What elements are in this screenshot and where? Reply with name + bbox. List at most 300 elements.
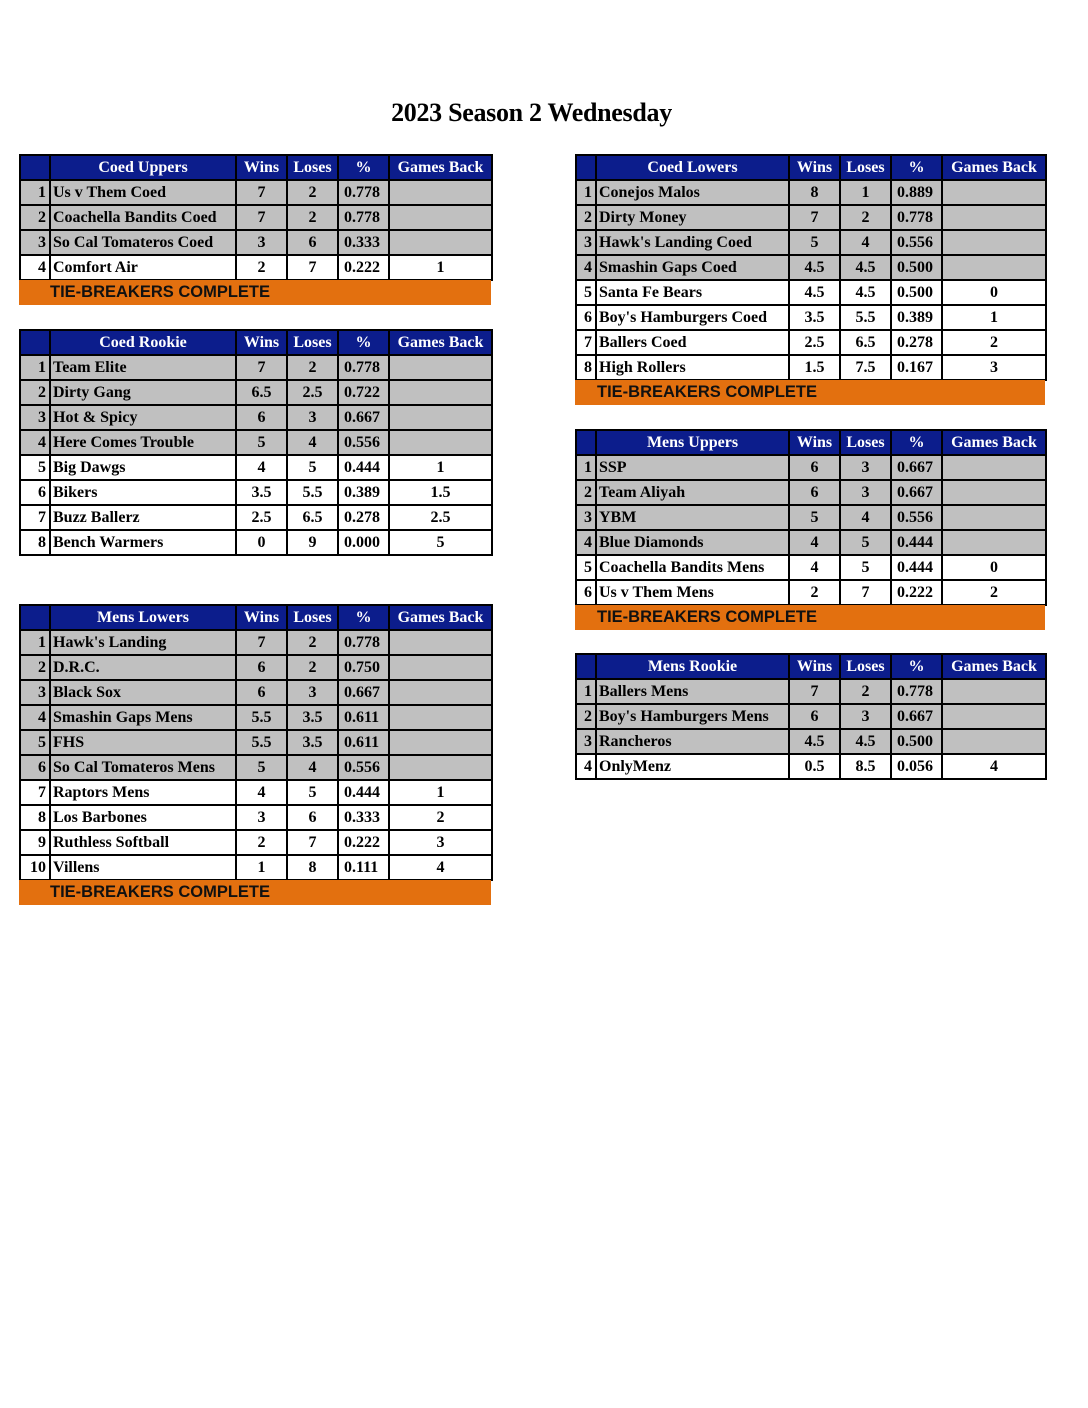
table-row [20,255,492,280]
loses-cell: 2.5 [287,380,338,405]
pct-cell: 0.389 [338,480,389,505]
games-back-header: Games Back [389,155,492,180]
table-row [20,655,492,680]
wins-cell: 3.5 [236,480,287,505]
team-name-cell: FHS [50,730,236,755]
wins-cell: 2 [236,830,287,855]
loses-cell: 9 [287,530,338,555]
loses-cell: 4 [840,230,891,255]
rank-header [20,605,50,630]
loses-cell: 4.5 [840,280,891,305]
loses-cell: 5 [287,780,338,805]
wins-cell: 4 [789,530,840,555]
team-name-cell: Buzz Ballerz [50,505,236,530]
pct-cell: 0.667 [338,680,389,705]
games-back-cell [389,730,492,755]
rank-cell: 1 [20,630,50,655]
pct-cell: 0.556 [338,430,389,455]
table-row [576,280,1046,305]
games-back-cell [389,655,492,680]
rank-cell: 9 [20,830,50,855]
rank-cell: 1 [20,355,50,380]
tiebreak-banner: TIE-BREAKERS COMPLETE [575,380,1045,405]
pct-header: % [891,155,942,180]
team-name-cell: Comfort Air [50,255,236,280]
pct-cell: 0.667 [891,704,942,729]
team-name-cell: Blue Diamonds [596,530,789,555]
table-row [20,830,492,855]
wins-cell: 6 [236,680,287,705]
wins-cell: 6 [789,455,840,480]
team-name-cell: Ruthless Softball [50,830,236,855]
division-table-coed-uppers [19,154,493,281]
table-row [20,730,492,755]
pct-cell: 0.889 [891,180,942,205]
division-table-coed-lowers [575,154,1047,381]
team-name-cell: Villens [50,855,236,880]
team-name-cell: Boy's Hamburgers Mens [596,704,789,729]
table-row [576,679,1046,704]
loses-cell: 4 [840,505,891,530]
team-name-cell: Conejos Malos [596,180,789,205]
rank-cell: 10 [20,855,50,880]
team-name-cell: YBM [596,505,789,530]
pct-cell: 0.750 [338,655,389,680]
wins-cell: 4.5 [789,255,840,280]
table-row [576,704,1046,729]
wins-cell: 1.5 [789,355,840,380]
table-row [20,205,492,230]
games-back-cell [942,704,1046,729]
rank-cell: 1 [20,180,50,205]
loses-cell: 6 [287,805,338,830]
pct-cell: 0.667 [891,455,942,480]
team-name-cell: Ballers Mens [596,679,789,704]
pct-cell: 0.444 [338,455,389,480]
header-row [576,430,1046,455]
pct-header: % [338,155,389,180]
team-name-cell: Smashin Gaps Coed [596,255,789,280]
pct-cell: 0.222 [338,255,389,280]
rank-cell: 4 [20,255,50,280]
pct-cell: 0.556 [338,755,389,780]
rank-header [576,654,596,679]
loses-header: Loses [287,605,338,630]
pct-cell: 0.444 [891,555,942,580]
rank-cell: 2 [576,205,596,230]
pct-header: % [338,330,389,355]
table-row [576,180,1046,205]
team-name-cell: So Cal Tomateros Mens [50,755,236,780]
games-back-cell: 2 [942,330,1046,355]
rank-cell: 7 [576,330,596,355]
wins-cell: 5 [789,505,840,530]
division-table-mens-rookie [575,653,1047,780]
rank-cell: 2 [576,704,596,729]
division-name: Coed Lowers [596,155,789,180]
games-back-cell: 4 [942,754,1046,779]
pct-cell: 0.667 [338,405,389,430]
rank-cell: 3 [576,729,596,754]
rank-cell: 5 [20,455,50,480]
games-back-header: Games Back [942,155,1046,180]
wins-cell: 7 [789,205,840,230]
rank-cell: 3 [20,230,50,255]
table-row [20,230,492,255]
division-name: Mens Rookie [596,654,789,679]
rank-cell: 4 [576,255,596,280]
loses-cell: 4.5 [840,255,891,280]
header-row [576,155,1046,180]
pct-cell: 0.778 [338,205,389,230]
loses-cell: 3.5 [287,730,338,755]
team-name-cell: OnlyMenz [596,754,789,779]
table-row [576,729,1046,754]
table-row [20,780,492,805]
rank-cell: 6 [20,480,50,505]
team-name-cell: Raptors Mens [50,780,236,805]
table-row [576,455,1046,480]
rank-cell: 1 [576,679,596,704]
team-name-cell: Us v Them Coed [50,180,236,205]
loses-cell: 2 [287,355,338,380]
table-row [20,505,492,530]
table-row [20,455,492,480]
pct-cell: 0.722 [338,380,389,405]
games-back-header: Games Back [389,330,492,355]
loses-header: Loses [840,654,891,679]
games-back-header: Games Back [942,654,1046,679]
loses-cell: 4 [287,430,338,455]
rank-header [576,155,596,180]
team-name-cell: Coachella Bandits Coed [50,205,236,230]
loses-cell: 3.5 [287,705,338,730]
table-row [20,180,492,205]
pct-cell: 0.333 [338,230,389,255]
pct-cell: 0.444 [891,530,942,555]
loses-header: Loses [840,430,891,455]
table-row [576,555,1046,580]
wins-cell: 0 [236,530,287,555]
pct-header: % [338,605,389,630]
rank-cell: 4 [20,430,50,455]
games-back-cell: 2 [389,805,492,830]
loses-cell: 4 [287,755,338,780]
loses-cell: 2 [840,205,891,230]
rank-cell: 5 [576,280,596,305]
tiebreak-banner: TIE-BREAKERS COMPLETE [575,605,1045,630]
loses-cell: 5 [840,555,891,580]
table-row [20,680,492,705]
rank-cell: 4 [576,530,596,555]
pct-cell: 0.778 [338,630,389,655]
wins-cell: 8 [789,180,840,205]
loses-cell: 5.5 [287,480,338,505]
games-back-header: Games Back [942,430,1046,455]
loses-cell: 5.5 [840,305,891,330]
wins-cell: 0.5 [789,754,840,779]
pct-cell: 0.778 [338,180,389,205]
pct-cell: 0.778 [891,679,942,704]
table-row [576,305,1046,330]
games-back-cell [389,180,492,205]
page-title: 2023 Season 2 Wednesday [391,98,672,127]
table-row [20,480,492,505]
loses-cell: 7 [840,580,891,605]
rank-cell: 8 [576,355,596,380]
wins-cell: 2.5 [236,505,287,530]
games-back-cell [942,255,1046,280]
games-back-cell [942,230,1046,255]
table-row [576,255,1046,280]
loses-cell: 3 [287,405,338,430]
games-back-cell: 0 [942,555,1046,580]
table-row [20,855,492,880]
pct-cell: 0.111 [338,855,389,880]
table-row [576,754,1046,779]
team-name-cell: Smashin Gaps Mens [50,705,236,730]
games-back-cell [389,755,492,780]
table-row [576,480,1046,505]
rank-cell: 2 [20,655,50,680]
loses-cell: 2 [287,205,338,230]
games-back-cell: 0 [942,280,1046,305]
rank-cell: 1 [576,180,596,205]
team-name-cell: Santa Fe Bears [596,280,789,305]
wins-cell: 7 [236,205,287,230]
table-row [576,580,1046,605]
wins-cell: 7 [789,679,840,704]
loses-cell: 7 [287,255,338,280]
header-row [20,605,492,630]
loses-cell: 7.5 [840,355,891,380]
wins-cell: 3.5 [789,305,840,330]
games-back-cell [389,430,492,455]
team-name-cell: Coachella Bandits Mens [596,555,789,580]
table-row [20,755,492,780]
games-back-cell: 2 [942,580,1046,605]
loses-cell: 3 [287,680,338,705]
loses-cell: 7 [287,830,338,855]
loses-cell: 5 [287,455,338,480]
pct-cell: 0.222 [891,580,942,605]
wins-cell: 6 [789,480,840,505]
pct-cell: 0.500 [891,280,942,305]
games-back-cell: 5 [389,530,492,555]
rank-cell: 5 [20,730,50,755]
team-name-cell: Big Dawgs [50,455,236,480]
games-back-cell [389,680,492,705]
games-back-cell: 2.5 [389,505,492,530]
wins-cell: 5 [236,430,287,455]
team-name-cell: Hawk's Landing Coed [596,230,789,255]
team-name-cell: Black Sox [50,680,236,705]
pct-cell: 0.167 [891,355,942,380]
team-name-cell: Los Barbones [50,805,236,830]
wins-cell: 7 [236,355,287,380]
pct-cell: 0.778 [891,205,942,230]
loses-cell: 3 [840,480,891,505]
tiebreak-banner: TIE-BREAKERS COMPLETE [19,880,491,905]
games-back-cell: 1.5 [389,480,492,505]
table-row [20,355,492,380]
games-back-cell [389,205,492,230]
loses-cell: 2 [287,655,338,680]
rank-cell: 6 [576,305,596,330]
team-name-cell: Dirty Gang [50,380,236,405]
rank-cell: 2 [576,480,596,505]
team-name-cell: SSP [596,455,789,480]
table-row [20,405,492,430]
loses-cell: 5 [840,530,891,555]
rank-header [20,155,50,180]
team-name-cell: Boy's Hamburgers Coed [596,305,789,330]
table-row [20,430,492,455]
loses-header: Loses [287,155,338,180]
wins-cell: 1 [236,855,287,880]
pct-cell: 0.222 [338,830,389,855]
team-name-cell: Team Aliyah [596,480,789,505]
wins-cell: 4 [789,555,840,580]
wins-cell: 5 [789,230,840,255]
wins-cell: 2 [789,580,840,605]
rank-cell: 4 [576,754,596,779]
wins-header: Wins [789,155,840,180]
pct-cell: 0.278 [891,330,942,355]
wins-cell: 2 [236,255,287,280]
wins-cell: 6 [236,655,287,680]
pct-cell: 0.778 [338,355,389,380]
table-row [576,330,1046,355]
games-back-cell: 3 [942,355,1046,380]
team-name-cell: Rancheros [596,729,789,754]
games-back-cell [389,380,492,405]
loses-cell: 2 [840,679,891,704]
loses-cell: 4.5 [840,729,891,754]
pct-cell: 0.556 [891,505,942,530]
header-row [20,330,492,355]
rank-header [20,330,50,355]
games-back-cell [942,205,1046,230]
team-name-cell: Hawk's Landing [50,630,236,655]
header-row [576,654,1046,679]
pct-cell: 0.278 [338,505,389,530]
wins-cell: 3 [236,230,287,255]
rank-cell: 8 [20,530,50,555]
loses-cell: 2 [287,180,338,205]
team-name-cell: Team Elite [50,355,236,380]
team-name-cell: Here Comes Trouble [50,430,236,455]
loses-cell: 6 [287,230,338,255]
games-back-cell [389,355,492,380]
games-back-header: Games Back [389,605,492,630]
wins-cell: 4.5 [789,280,840,305]
wins-cell: 7 [236,180,287,205]
rank-cell: 2 [20,205,50,230]
wins-header: Wins [789,430,840,455]
games-back-cell [389,630,492,655]
tiebreak-banner: TIE-BREAKERS COMPLETE [19,280,491,305]
pct-cell: 0.333 [338,805,389,830]
division-name: Mens Lowers [50,605,236,630]
games-back-cell: 3 [389,830,492,855]
pct-cell: 0.500 [891,255,942,280]
pct-cell: 0.611 [338,705,389,730]
loses-cell: 8 [287,855,338,880]
pct-cell: 0.056 [891,754,942,779]
rank-cell: 4 [20,705,50,730]
rank-header [576,430,596,455]
rank-cell: 5 [576,555,596,580]
rank-cell: 3 [576,230,596,255]
wins-cell: 2.5 [789,330,840,355]
division-table-mens-lowers [19,604,493,881]
wins-cell: 6 [236,405,287,430]
rank-cell: 7 [20,505,50,530]
wins-cell: 3 [236,805,287,830]
team-name-cell: Hot & Spicy [50,405,236,430]
table-row [20,805,492,830]
team-name-cell: Bikers [50,480,236,505]
wins-cell: 6.5 [236,380,287,405]
pct-header: % [891,430,942,455]
loses-cell: 6.5 [840,330,891,355]
pct-cell: 0.500 [891,729,942,754]
rank-cell: 8 [20,805,50,830]
table-row [20,530,492,555]
pct-cell: 0.444 [338,780,389,805]
games-back-cell [389,405,492,430]
loses-cell: 1 [840,180,891,205]
wins-cell: 5 [236,755,287,780]
pct-header: % [891,654,942,679]
wins-cell: 4.5 [789,729,840,754]
table-row [576,230,1046,255]
games-back-cell [942,480,1046,505]
loses-cell: 3 [840,704,891,729]
team-name-cell: Ballers Coed [596,330,789,355]
wins-cell: 5.5 [236,730,287,755]
games-back-cell [942,679,1046,704]
wins-cell: 5.5 [236,705,287,730]
games-back-cell [942,729,1046,754]
rank-cell: 1 [576,455,596,480]
wins-cell: 4 [236,455,287,480]
games-back-cell [389,230,492,255]
loses-cell: 3 [840,455,891,480]
wins-cell: 6 [789,704,840,729]
games-back-cell [942,455,1046,480]
header-row [20,155,492,180]
table-row [576,205,1046,230]
loses-cell: 6.5 [287,505,338,530]
team-name-cell: Us v Them Mens [596,580,789,605]
pct-cell: 0.611 [338,730,389,755]
division-table-mens-uppers [575,429,1047,606]
games-back-cell: 1 [389,455,492,480]
division-name: Mens Uppers [596,430,789,455]
games-back-cell: 1 [389,780,492,805]
loses-cell: 8.5 [840,754,891,779]
rank-cell: 2 [20,380,50,405]
team-name-cell: Bench Warmers [50,530,236,555]
games-back-cell [389,705,492,730]
team-name-cell: High Rollers [596,355,789,380]
team-name-cell: D.R.C. [50,655,236,680]
table-row [576,530,1046,555]
division-name: Coed Rookie [50,330,236,355]
table-row [576,355,1046,380]
